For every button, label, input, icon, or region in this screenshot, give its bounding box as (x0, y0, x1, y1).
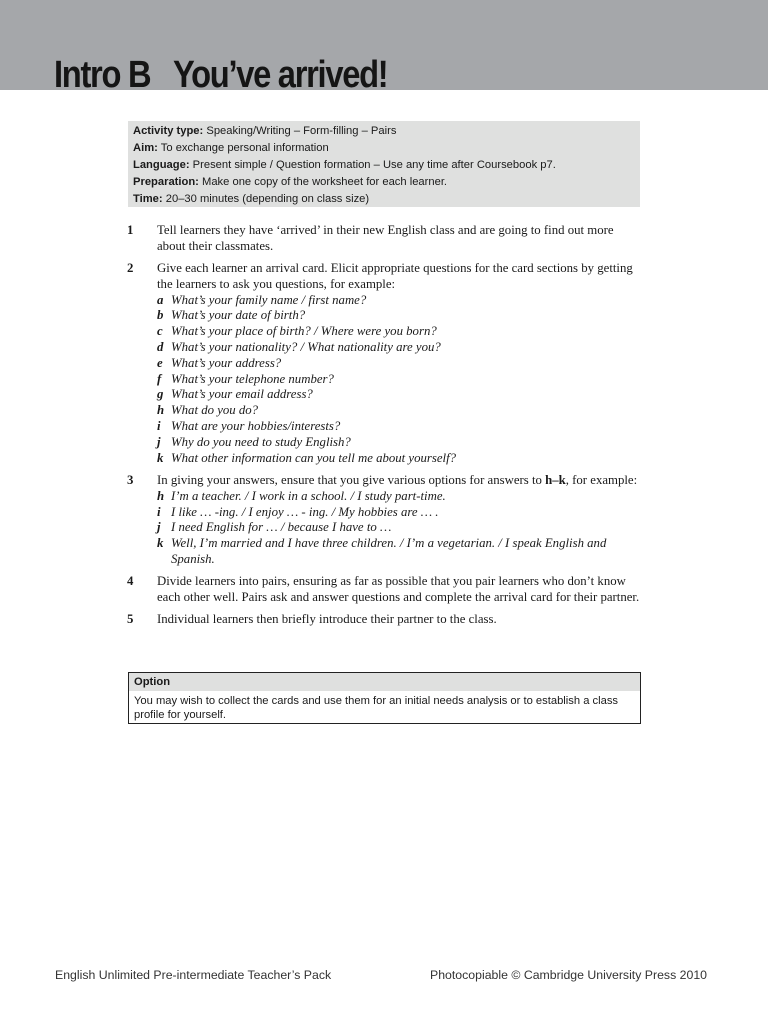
step-text: Give each learner an arrival card. Elicit appropriate questions for the card sections by getting the learners to ask you questions, for example: (157, 261, 633, 291)
info-value: 20–30 minutes (depending on class size) (165, 193, 370, 205)
footer-copyright: Photocopiable © Cambridge University Press 2010 (430, 968, 707, 982)
info-label: Aim: (133, 142, 158, 154)
item-text: What’s your address? (171, 355, 282, 370)
item-letter: a (157, 292, 164, 307)
item-text: What’s your date of birth? (171, 308, 306, 323)
example-question (157, 324, 642, 340)
step-number: 5 (127, 612, 134, 627)
example-answer (157, 520, 642, 536)
preparation-row (133, 174, 635, 191)
step-4 (127, 574, 642, 606)
answer-range: h–k (545, 472, 566, 487)
example-question (157, 356, 642, 372)
footer-publication: English Unlimited Pre-intermediate Teacher’s Pack (55, 968, 332, 982)
page-title: Intro B You’ve arrived! (54, 54, 388, 96)
item-letter: k (157, 450, 164, 465)
info-value: Present simple / Question formation – Use any time after Coursebook p7. (192, 159, 556, 171)
example-answer (157, 536, 642, 568)
step-number: 1 (127, 223, 134, 237)
item-text: What other information can you tell me about yourself? (171, 450, 457, 465)
item-letter: j (157, 434, 161, 449)
time-row (133, 191, 635, 208)
step-text: Tell learners they have ‘arrived’ in their new English class and are going to find out more about their classmates. (157, 223, 614, 253)
step-3 (127, 473, 642, 568)
item-text: What’s your email address? (171, 387, 313, 402)
step-number: 4 (127, 574, 134, 589)
example-answer (157, 505, 642, 521)
info-value: Make one copy of the worksheet for each learner. (202, 176, 448, 188)
example-question (157, 435, 642, 451)
item-text: What’s your nationality? / What nationality are you? (171, 340, 441, 355)
example-question (157, 293, 642, 309)
item-letter: k (157, 536, 164, 551)
item-letter: h (157, 403, 165, 418)
example-question (157, 403, 642, 419)
info-value: To exchange personal information (160, 142, 329, 154)
example-question (157, 340, 642, 356)
step-number: 2 (127, 261, 134, 276)
info-value: Speaking/Writing – Form-filling – Pairs (206, 125, 397, 137)
item-letter: f (157, 371, 162, 386)
item-letter: h (157, 488, 165, 503)
step-5 (127, 612, 642, 628)
item-text: What’s your place of birth? / Where were you born? (171, 324, 437, 339)
example-answer (157, 489, 642, 505)
example-question (157, 419, 642, 435)
info-label: Preparation: (133, 176, 199, 188)
item-text: What are your hobbies/interests? (171, 419, 341, 434)
step-number: 3 (127, 472, 134, 487)
item-text: Why do you need to study English? (171, 434, 351, 449)
item-text: I like … -ing. / I enjoy … - ing. / My hobbies are … . (171, 504, 439, 519)
activity-type-row (133, 123, 635, 140)
step-text (157, 473, 642, 489)
step-text-lead: In giving your answers, ensure that you give various options for answers to (157, 472, 542, 487)
step-text-tail: , for example: (565, 472, 638, 487)
option-text: You may wish to collect the cards and use them for an initial needs analysis or to establish a class profile for yourself. (134, 695, 619, 721)
step-2 (127, 261, 642, 466)
example-question (157, 387, 642, 403)
activity-info-box (128, 121, 640, 207)
info-label: Time: (133, 193, 163, 205)
item-letter: i (157, 419, 161, 434)
example-question (157, 372, 642, 388)
step-text: Individual learners then briefly introduce their partner to the class. (157, 612, 497, 627)
item-letter: i (157, 504, 161, 519)
item-letter: j (157, 520, 161, 535)
item-text: What do you do? (171, 403, 259, 418)
option-box (128, 672, 641, 724)
item-letter: d (157, 340, 164, 355)
item-letter: b (157, 308, 164, 323)
info-label: Activity type: (133, 125, 204, 137)
language-row (133, 157, 635, 174)
item-text: Well, I’m married and I have three children. / I’m a vegetarian. / I speak English and Spanish. (171, 536, 607, 566)
step-1 (127, 223, 642, 255)
item-text: What’s your family name / first name? (171, 292, 367, 307)
aim-row (133, 140, 635, 157)
item-text: I need English for … / because I have to … (171, 520, 392, 535)
option-heading: Option (129, 673, 640, 692)
example-question (157, 451, 642, 467)
item-letter: c (157, 324, 163, 339)
example-question (157, 308, 642, 324)
item-letter: e (157, 355, 163, 370)
item-text: What’s your telephone number? (171, 371, 334, 386)
step-text: Divide learners into pairs, ensuring as far as possible that you pair learners who don’t know each other well. Pairs ask and answer questions and complete the arrival card for their partner. (157, 574, 640, 605)
info-label: Language: (133, 159, 190, 171)
item-text: I’m a teacher. / I work in a school. / I study part-time. (171, 488, 446, 503)
procedure-steps (127, 223, 642, 635)
item-letter: g (157, 387, 164, 402)
